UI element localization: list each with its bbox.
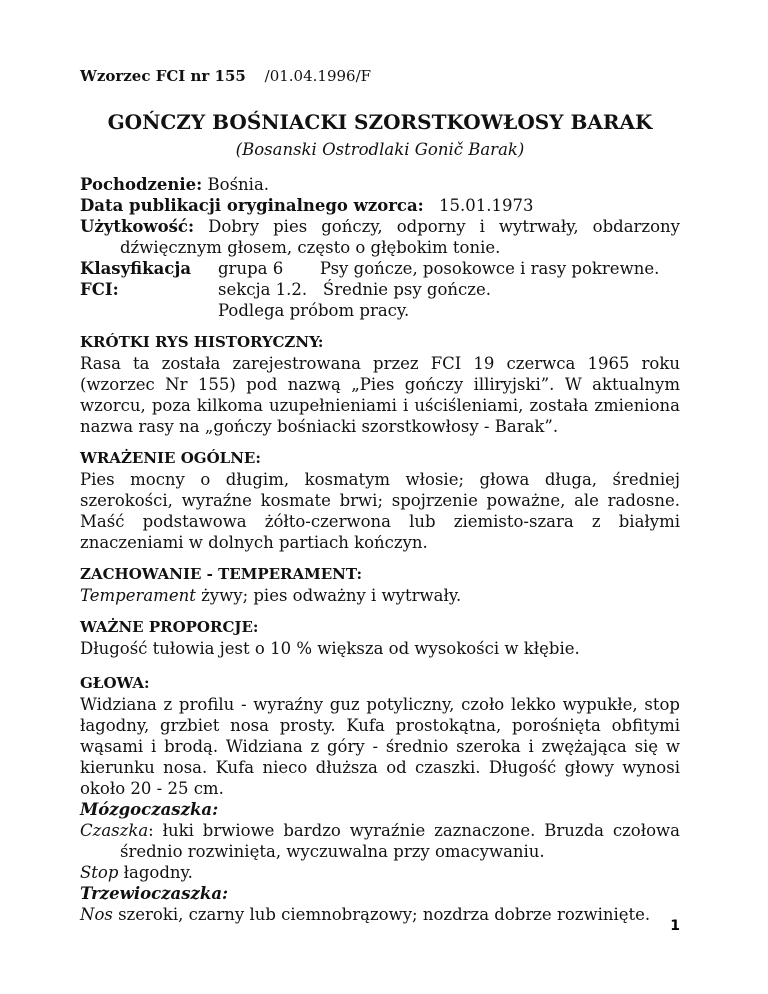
nose-text — [80, 904, 680, 925]
general-appearance-section — [80, 448, 680, 553]
document-header — [80, 66, 680, 87]
skull-body: : łuki brwiowe bardzo wyraźnie zaznaczone. Bruzda czołowa średnio rozwinięta, wyczuwalna przy omacywaniu. — [120, 821, 680, 861]
temperament-section — [80, 564, 680, 606]
head-title: GŁOWA: — [80, 674, 150, 692]
stop-lead: Stop — [80, 863, 119, 882]
nose-body: szeroki, czarny lub ciemnobrązowy; nozdrza dobrze rozwinięte. — [112, 905, 651, 924]
pubdate-label: Data publikacji oryginalnego wzorca: — [80, 196, 424, 215]
origin-row — [80, 174, 680, 195]
stop-body: łagodny. — [118, 863, 193, 882]
fci-working-trial: Podlega próbom pracy. — [218, 301, 410, 320]
facial-region-title: Trzewioczaszka: — [80, 884, 229, 903]
general-appearance-text: Pies mocny o długim, kosmatym włosie; głowa długa, średniej szerokości, wyraźne kosmate brwi; spojrzenie poważne, ale radosne. Maść podstawowa żółto-czerwona lub ziemisto-szara z białymi znaczeniami w dolnych partiach kończyn. — [80, 470, 680, 552]
skull-lead: Czaszka — [80, 821, 149, 840]
document-page — [80, 66, 680, 925]
standard-code: Wzorzec FCI nr 155 — [80, 67, 246, 85]
origin-label: Pochodzenie: — [80, 175, 203, 194]
proportions-section — [80, 617, 680, 659]
head-text: Widziana z profilu - wyraźny guz potyliczny, czoło lekko wypukłe, stop łagodny, grzbiet nosa prosty. Kufa prostokątna, porośnięta obfitymi wąsami i brodą. Widziana z góry - średnio szeroka i zwężająca się w kierunku nosa. Kufa nieco dłuższa od czaszki. Długość głowy wynosi około 20 - 25 cm. — [80, 695, 680, 798]
general-appearance-title: WRAŻENIE OGÓLNE: — [80, 449, 261, 467]
breed-native-name: (Bosanski Ostrodlaki Gonič Barak) — [235, 140, 525, 159]
standard-date: /01.04.1996/F — [264, 67, 372, 85]
breed-title: GOŃCZY BOŚNIACKI SZORSTKOWŁOSY BARAK — [107, 110, 653, 134]
head-section — [80, 673, 680, 925]
temperament-body: żywy; pies odważny i wytrwały. — [195, 586, 462, 605]
fci-classification — [80, 258, 680, 321]
proportions-text: Długość tułowia jest o 10 % większa od wysokości w kłębie. — [80, 639, 580, 658]
history-text: Rasa ta została zarejestrowana przez FCI 19 czerwca 1965 roku (wzorzec Nr 155) pod nazwą „Pies gończy illiryjski”. W aktualnym wzorcu, poza kilkoma uzupełnieniami i uściśleniami, została zmieniona nazwa rasy na „gończy bośniacki szorstkowłosy - Barak”. — [80, 354, 680, 436]
temperament-text — [80, 585, 680, 606]
page-number: 1 — [670, 918, 680, 934]
fci-section: sekcja 1.2. Średnie psy gończe. — [218, 280, 491, 299]
history-section — [80, 332, 680, 437]
temperament-lead: Temperament — [80, 586, 196, 605]
utility-value: Dobry pies gończy, odporny i wytrwały, obdarzony dźwięcznym głosem, często o głębokim tonie. — [120, 217, 680, 257]
temperament-title: ZACHOWANIE - TEMPERAMENT: — [80, 565, 363, 583]
stop-text — [80, 862, 680, 883]
pubdate-value: 15.01.1973 — [439, 196, 534, 215]
cranial-region-title: Mózgoczaszka: — [80, 800, 219, 819]
fci-group: grupa 6 Psy gończe, posokowce i rasy pokrewne. — [218, 259, 660, 278]
fci-label: Klasyfikacja FCI: — [80, 259, 192, 299]
proportions-title: WAŻNE PROPORCJE: — [80, 618, 259, 636]
skull-text — [80, 820, 680, 862]
history-title: KRÓTKI RYS HISTORYCZNY: — [80, 333, 324, 351]
nose-lead: Nos — [80, 905, 113, 924]
origin-value: Bośnia. — [207, 175, 270, 194]
utility-row — [80, 216, 680, 258]
pubdate-row — [80, 195, 680, 216]
utility-label: Użytkowość: — [80, 217, 195, 236]
